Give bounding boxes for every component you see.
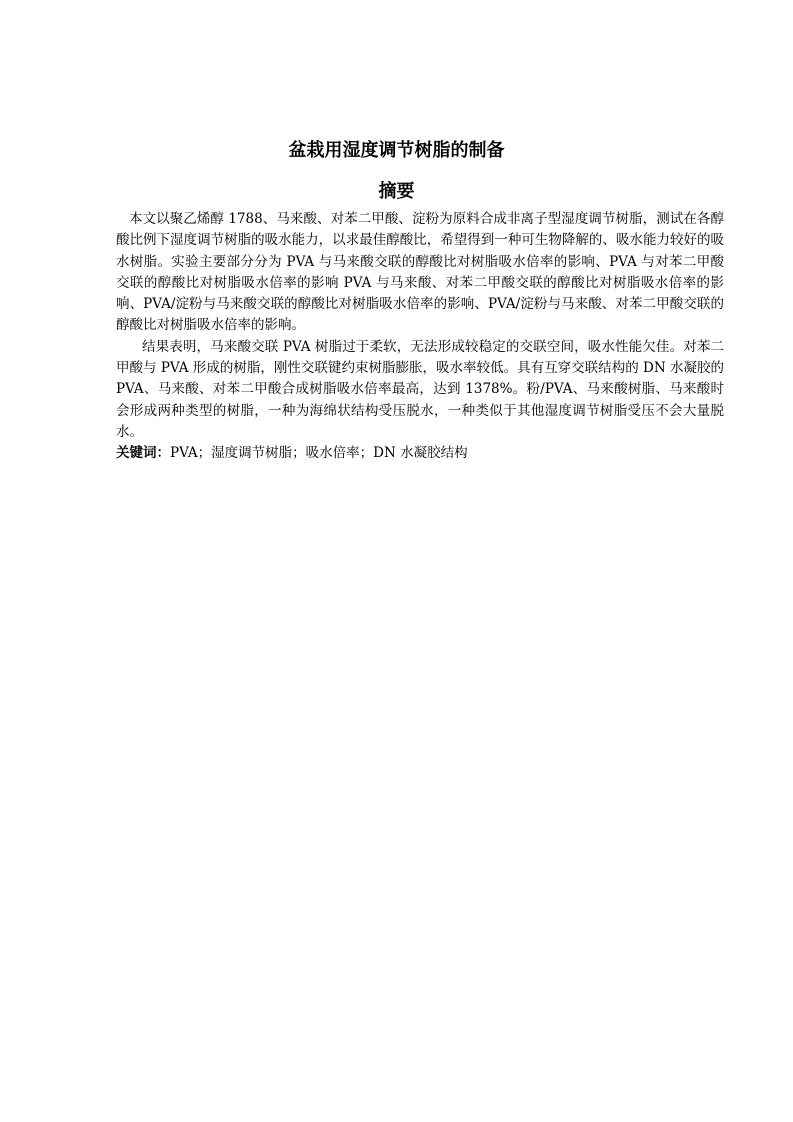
- abstract-paragraph-1: 本文以聚乙烯醇 1788、马来酸、对苯二甲酸、淀粉为原料合成非离子型湿度调节树脂，测试在各醇酸比例下湿度调节树脂的吸水能力，以求最佳醇酸比，希望得到一种可生物降解的、吸水能力较好的吸水树脂。实验主要部分分为 PVA 与马来酸交联的醇酸比对树脂吸水倍率的影响、PVA 与对苯二甲酸交联的醇酸比对树脂吸水倍率的影响 PVA 与马来酸、对苯二甲酸交联的醇酸比对树脂吸水倍率的影响、PVA/淀粉与马来酸交联的醇酸比对树脂吸水倍率的影响、PVA/淀粉与马来酸、对苯二甲酸交联的醇酸比对树脂吸水倍率的影响。: [116, 211, 724, 334]
- keywords-label: 关键词：: [116, 445, 170, 462]
- keywords-text: PVA；湿度调节树脂；吸水倍率；DN 水凝胶结构: [170, 445, 468, 462]
- abstract-body: [116, 209, 724, 465]
- abstract-heading: 摘要: [378, 181, 415, 202]
- abstract-paragraph-2: 结果表明，马来酸交联 PVA 树脂过于柔软，无法形成较稳定的交联空间，吸水性能欠佳。对苯二甲酸与 PVA 形成的树脂，刚性交联键约束树脂膨胀，吸水率较低。具有互穿交联结构的 DN 水凝胶的 PVA、马来酸、对苯二甲酸合成树脂吸水倍率最高，达到 1378%。粉/PVA、马来酸树脂、马来酸时会形成两种类型的树脂，一种为海绵状结构受压脱水，一种类似于其他湿度调节树脂受压不会大量脱水。: [116, 338, 724, 440]
- keywords-line: [116, 443, 724, 464]
- paper-title: 盆栽用湿度调节树脂的制备: [288, 140, 505, 161]
